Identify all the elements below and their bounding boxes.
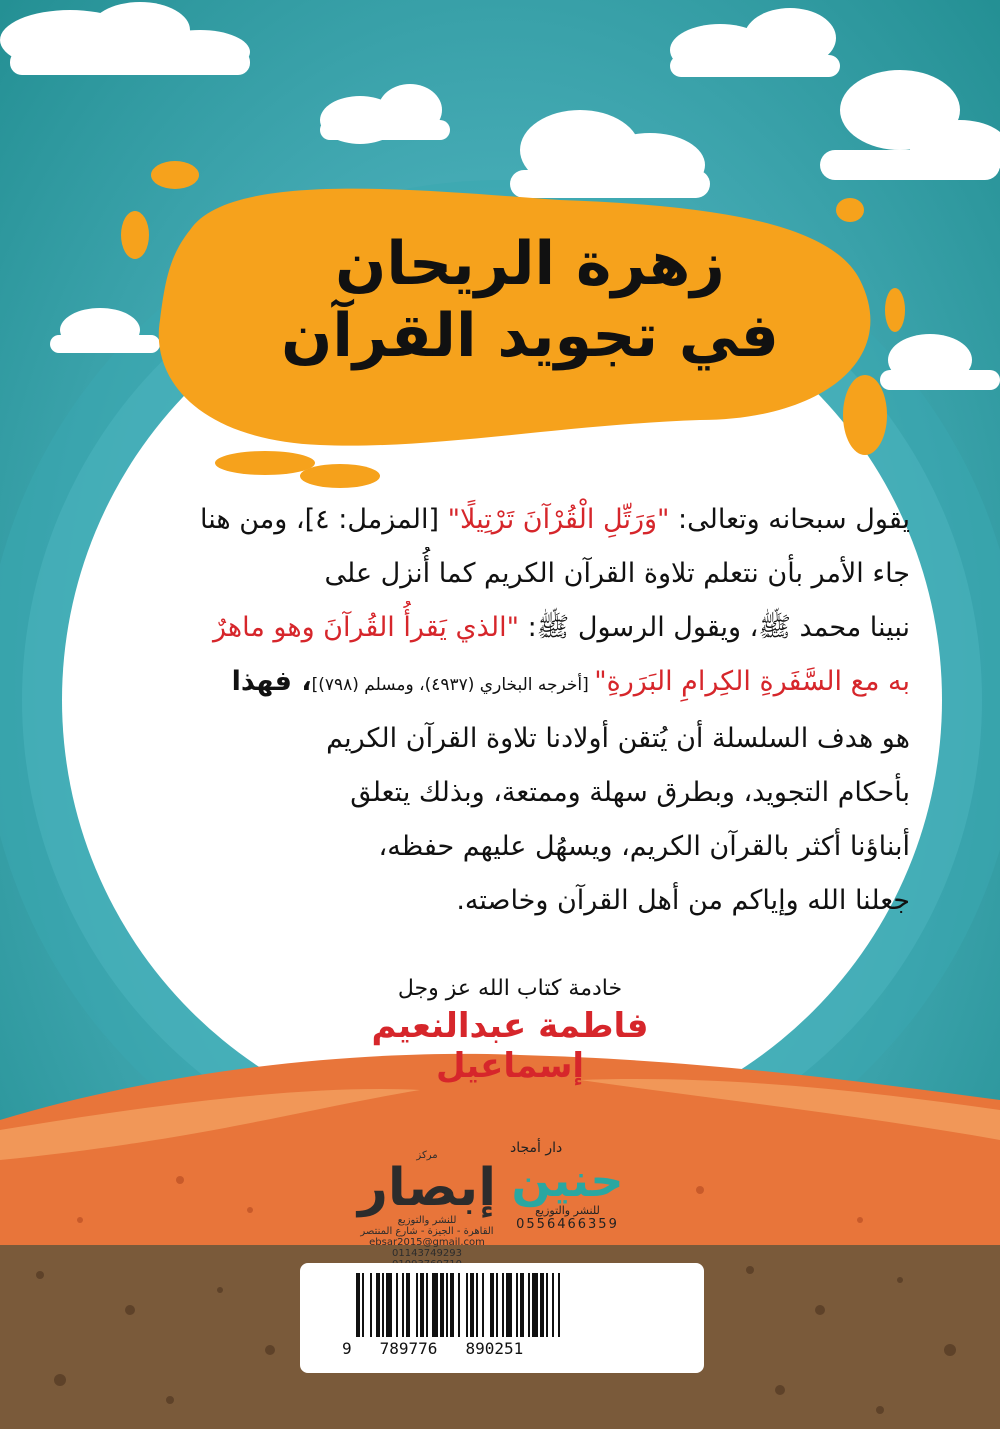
hadith-citation: [أخرجه البخاري (٤٩٣٧)، ومسلم (٧٩٨)]: [311, 675, 595, 695]
blurb-line: جعلنا الله وإياكم من أهل القرآن وخاصته.: [456, 885, 910, 916]
quran-verse: "وَرَتِّلِ الْقُرْآنَ تَرْتِيلًا": [447, 504, 670, 535]
blurb-text: [105, 493, 910, 928]
blurb-line: جاء الأمر بأن نتعلم تلاوة القرآن الكريم كما أُنزل على: [324, 558, 910, 589]
title-line-1: زهرة الريحان: [335, 229, 725, 299]
blurb-line: أبناؤنا أكثر بالقرآن الكريم، ويسهُل عليهم حفظه،: [378, 831, 910, 862]
blurb-line: بأحكام التجويد، وبطرق سهلة وممتعة، وبذلك يتعلق: [350, 777, 910, 808]
blurb-line: به مع السَّفَرةِ الكِرامِ البَرَرةِ" [أخرجه البخاري (٤٩٣٧)، ومسلم (٧٩٨)]، فهذا: [231, 666, 910, 697]
isbn-number: 9 789776 890251: [342, 1339, 524, 1358]
blurb-line: هو هدف السلسلة أن يُتقن أولادنا تلاوة القرآن الكريم: [326, 723, 910, 754]
publisher-ebsar-logo: مركز إبصار للنشر والتوزيع القاهرة - الجيزة - شارع المنتصر ebsar2015@gmail.com 01143749293: [357, 1150, 497, 1259]
author-name: فاطمة عبدالنعيم إسماعيل: [371, 1006, 649, 1086]
barcode-icon: [356, 1273, 648, 1337]
publisher-haneen-logo: دار أمجاد حنين للنشر والتوزيع 0556466359: [510, 1140, 624, 1232]
blurb-line: نبينا محمد ﷺ، ويقول الرسول ﷺ: "الذي يَقرأُ القُرآنَ وهو ماهرٌ: [212, 612, 910, 643]
hadith-quote-end: به مع السَّفَرةِ الكِرامِ البَرَرةِ": [594, 666, 910, 697]
isbn-barcode: [300, 1263, 704, 1373]
author-role: خادمة كتاب الله عز وجل: [397, 976, 623, 1001]
blurb-line: يقول سبحانه وتعالى: "وَرَتِّلِ الْقُرْآنَ تَرْتِيلًا" [المزمل: ٤]، ومن هنا: [200, 504, 910, 535]
hadith-quote: "الذي يَقرأُ القُرآنَ وهو ماهرٌ: [212, 612, 519, 643]
book-title: [250, 228, 810, 372]
title-line-2: في تجويد القرآن: [281, 301, 779, 371]
